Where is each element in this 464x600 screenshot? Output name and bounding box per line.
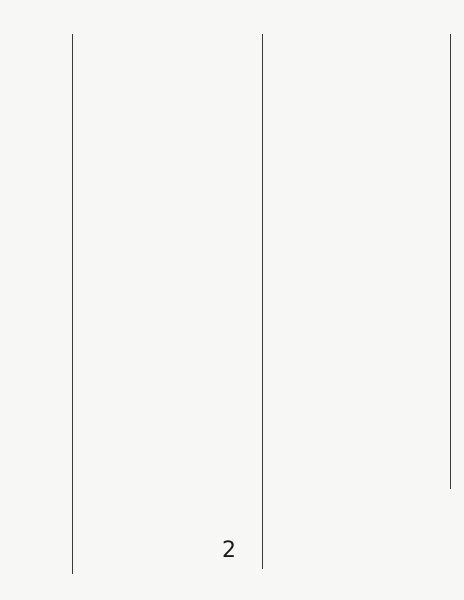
text-column-right xyxy=(268,38,446,493)
column-rule-left xyxy=(72,34,73,574)
text-column-left xyxy=(78,38,258,508)
column-rule-middle xyxy=(262,34,263,569)
page-number: 2 xyxy=(222,538,236,563)
column-rule-right xyxy=(450,34,451,489)
